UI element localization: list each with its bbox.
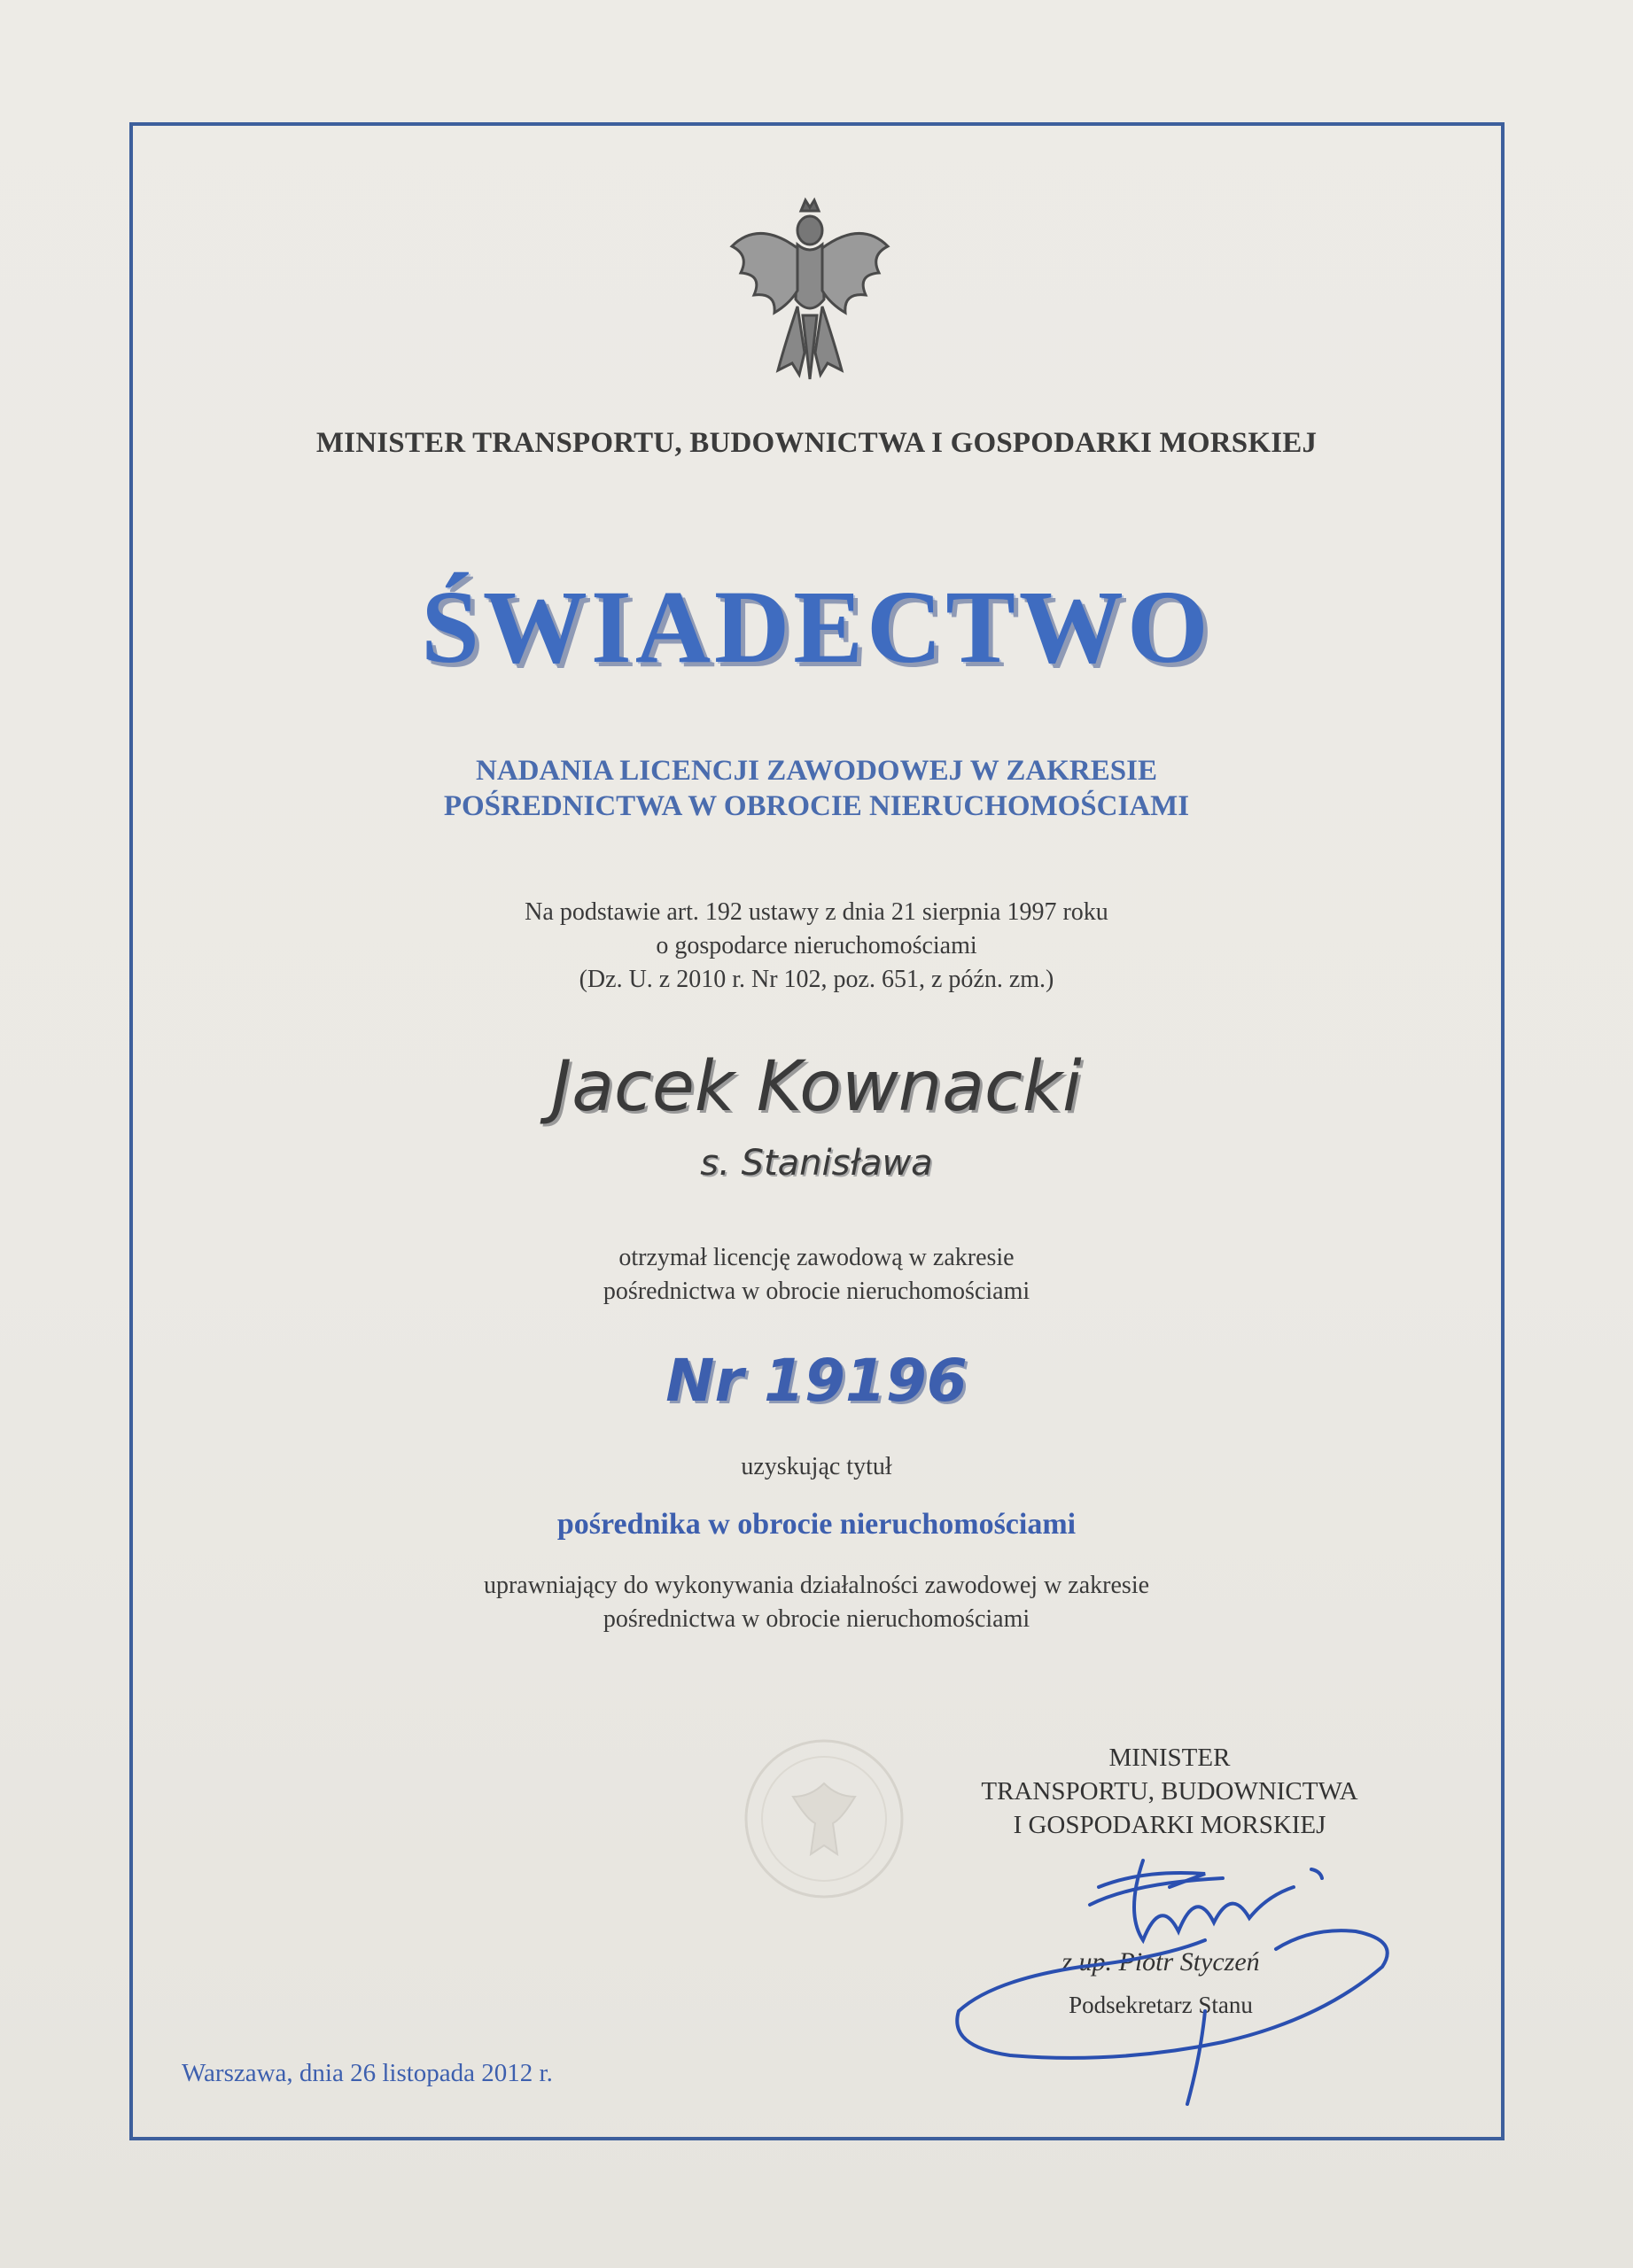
obtaining-title-label: uzyskując tytuł	[741, 1453, 892, 1480]
holder-father-name: s. Stanisława	[700, 1143, 933, 1184]
signatory-line3: I GOSPODARKI MORSKIEJ	[1013, 1811, 1326, 1839]
certificate-subtitle-line1: NADANIA LICENCJI ZAWODOWEJ W ZAKRESIE	[476, 755, 1157, 787]
grant-line1: otrzymał licencję zawodową w zakresie	[618, 1244, 1015, 1271]
signatory-line1: MINISTER	[1108, 1744, 1231, 1772]
license-number: Nr 19196	[665, 1347, 968, 1415]
ministry-heading: MINISTER TRANSPORTU, BUDOWNICTWA I GOSPODARKI MORSKIEJ	[315, 427, 1318, 459]
authorization-line2: pośrednictwa w obrocie nieruchomościami	[603, 1605, 1030, 1633]
professional-title: pośrednika w obrocie nieruchomościami	[556, 1508, 1077, 1541]
holder-name: Jacek Kownacki	[551, 1047, 1082, 1127]
signatory-line2: TRANSPORTU, BUDOWNICTWA	[981, 1777, 1358, 1806]
signatory-role: Podsekretarz Stanu	[1069, 1992, 1253, 2018]
grant-line2: pośrednictwa w obrocie nieruchomościami	[603, 1278, 1030, 1305]
legal-basis-line3: (Dz. U. z 2010 r. Nr 102, poz. 651, z późn. zm.)	[579, 966, 1054, 993]
handwritten-signature-icon	[939, 1834, 1418, 2109]
legal-basis-line2: o gospodarce nieruchomościami	[656, 932, 977, 959]
place-and-date: Warszawa, dnia 26 listopada 2012 r.	[182, 2059, 553, 2087]
polish-eagle-icon	[723, 193, 897, 386]
certificate-title: ŚWIADECTWO	[421, 569, 1212, 685]
legal-basis-line1: Na podstawie art. 192 ustawy z dnia 21 sierpnia 1997 roku	[525, 898, 1108, 926]
authorization-line1: uprawniający do wykonywania działalności zawodowej w zakresie	[483, 1572, 1150, 1599]
signatory-deputy: z up. Piotr Styczeń	[1061, 1947, 1260, 1977]
certificate-subtitle-line2: POŚREDNICTWA W OBROCIE NIERUCHOMOŚCIAMI	[443, 790, 1190, 822]
embossed-seal-icon	[740, 1735, 908, 1903]
